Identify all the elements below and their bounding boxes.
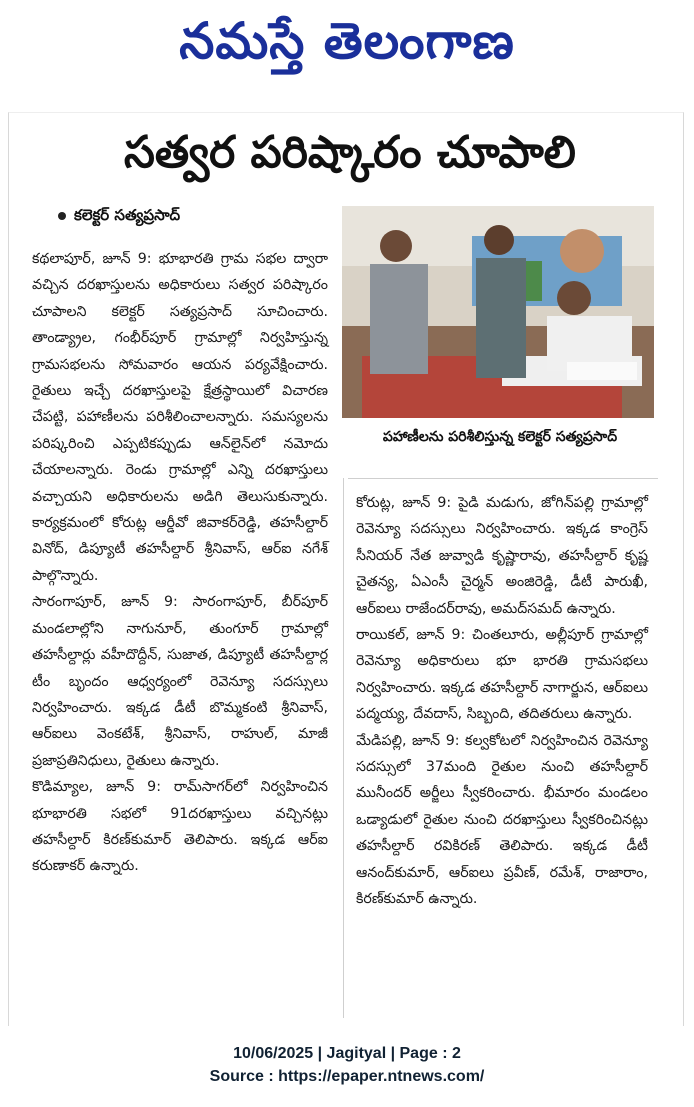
article-column-left xyxy=(32,246,328,880)
footer-edition-info: 10/06/2025 | Jagityal | Page : 2 xyxy=(233,1045,461,1062)
column-divider xyxy=(348,478,658,479)
article-headline: సత్వర పరిష్కారం చూపాలి xyxy=(124,127,576,178)
footer-source-link[interactable]: Source : https://epaper.ntnews.com/ xyxy=(209,1068,485,1085)
masthead-title: నమస్తే తెలంగాణ xyxy=(179,11,515,70)
article-byline xyxy=(58,206,180,228)
column-divider xyxy=(343,478,344,1018)
collector-inspection-photo xyxy=(342,206,654,418)
paragraph: రాయికల్, జూన్ 9: చింతలూరు, అల్లీపూర్ గ్రామాల్లో రెవెన్యూ అధికారులు భూ భారతి గ్రామసభలు నిర్వహించారు. ఇక్కడ తహసీల్దార్ నాగార్జున, ఆర్‌ఐలు పద్మయ్య, దేవదాస్, సిబ్బంది, తదితరులు ఉన్నారు. xyxy=(356,627,648,723)
byline-text: కలెక్టర్ సత్యప్రసాద్ xyxy=(74,206,181,224)
newspaper-masthead xyxy=(0,2,694,80)
paragraph: సారంగాపూర్, జూన్ 9: సారంగాపూర్, బీర్‌పూర్ మండలాల్లోని నాగునూర్, తుంగూర్ గ్రామాల్లో తహసీల్దార్లు వహీదొద్దీన్, సుజాత, డిప్యూటీ తహసీల్దార్ల టీం బృందం ఆధ్వర్యంలో రెవెన్యూ సదస్సులు నిర్వహించారు. ఇక్కడ డీటీ బొమ్మకంటి శ్రీనివాస్, ఆర్‌ఐలు వెంకటేశ్, శ్రీనివాస్, రాహుల్, మాజీ ప్రజాప్రతినిధులు, రైతులు ఉన్నారు. xyxy=(32,594,328,769)
paragraph: కొడిమ్యాల, జూన్ 9: రామ్‌సాగర్‌లో నిర్వహించిన భూభారతి సభలో 91దరఖాస్తులు వచ్చినట్లు తహసీల్దార్ కిరణ్‌కుమార్ తెలిపారు. ఇక్కడ ఆర్‌ఐ కరుణాకర్ ఉన్నారు. xyxy=(32,779,328,875)
paragraph: కథలాపూర్, జూన్ 9: భూభారతి గ్రామ సభల ద్వారా వచ్చిన దరఖాస్తులను అధికారులు సత్వర పరిష్కారం చూపాలని కలెక్టర్ సత్యప్రసాద్ సూచించారు. తాండ్య్రాల, గంభీర్‌పూర్ గ్రామాల్లో నిర్వహిస్తున్న గ్రామసభలను సోమవారం ఆయన పర్యవేక్షించారు. రైతులు ఇచ్చే దరఖాస్తులపై క్షేత్రస్థాయిలో విచారణ చేపట్టి, పహాణీలను పరిశీలించాలన్నారు. సమస్యలను పరిష్కరించి ఎప్పటికప్పుడు ఆన్‌లైన్‌లో నమోదు చేయాలన్నారు. రెండు గ్రామాల్లో ఎన్ని దరఖాస్తులు వచ్చాయని అధికారులను అడిగి తెలుసుకున్నారు. కార్యక్రమంలో కోరుట్ల ఆర్డీవో జివాకర్‌రెడ్డి, తహసీల్దార్ వినోద్, డిప్యూటీ తహసీల్దార్ శ్రీనివాస్, ఆర్‌ఐ నగేశ్ పాల్గొన్నారు. xyxy=(32,251,328,584)
bullet-icon xyxy=(58,212,66,220)
paragraph: కోరుట్ల, జూన్ 9: పైడి మడుగు, జోగిన్‌పల్లి గ్రామాల్లో రెవెన్యూ సదస్సులు నిర్వహించారు. ఇక్కడ కాంగ్రెస్ సీనియర్ నేత జువ్వాడి కృష్ణారావు, తహసీల్దార్ కృష్ణ చైతన్య, ఏఎంసీ చైర్మన్ అంజిరెడ్డి, డీటీ పారుఖీ, ఆర్‌ఐలు రాజేందర్‌రావు, అమద్‌సమద్ ఉన్నారు. xyxy=(356,495,648,617)
paragraph: మేడిపల్లి, జూన్ 9: కల్వకోటలో నిర్వహించిన రెవెన్యూ సదస్సులో 37మంది రైతుల నుంచి తహసీల్దార్ మునీందర్ అర్జీలు స్వీకరించారు. భీమారం మండలం ఒడ్యాడులో రైతుల నుంచి దరఖాస్తులు స్వీకరించినట్లు తహసీల్దార్ రవికిరణ్ తెలిపారు. ఇక్కడ డీటీ ఆనంద్‌కుమార్, ఆర్‌ఐలు ప్రవీణ్, రమేశ్, రాజారాం, కిరణ్‌కుమార్ ఉన్నారు. xyxy=(356,732,648,908)
article-column-right xyxy=(356,490,648,913)
photo-caption: పహాణీలను పరిశీలిస్తున్న కలెక్టర్ సత్యప్రసాద్ xyxy=(382,429,618,445)
news-photo xyxy=(342,206,654,418)
